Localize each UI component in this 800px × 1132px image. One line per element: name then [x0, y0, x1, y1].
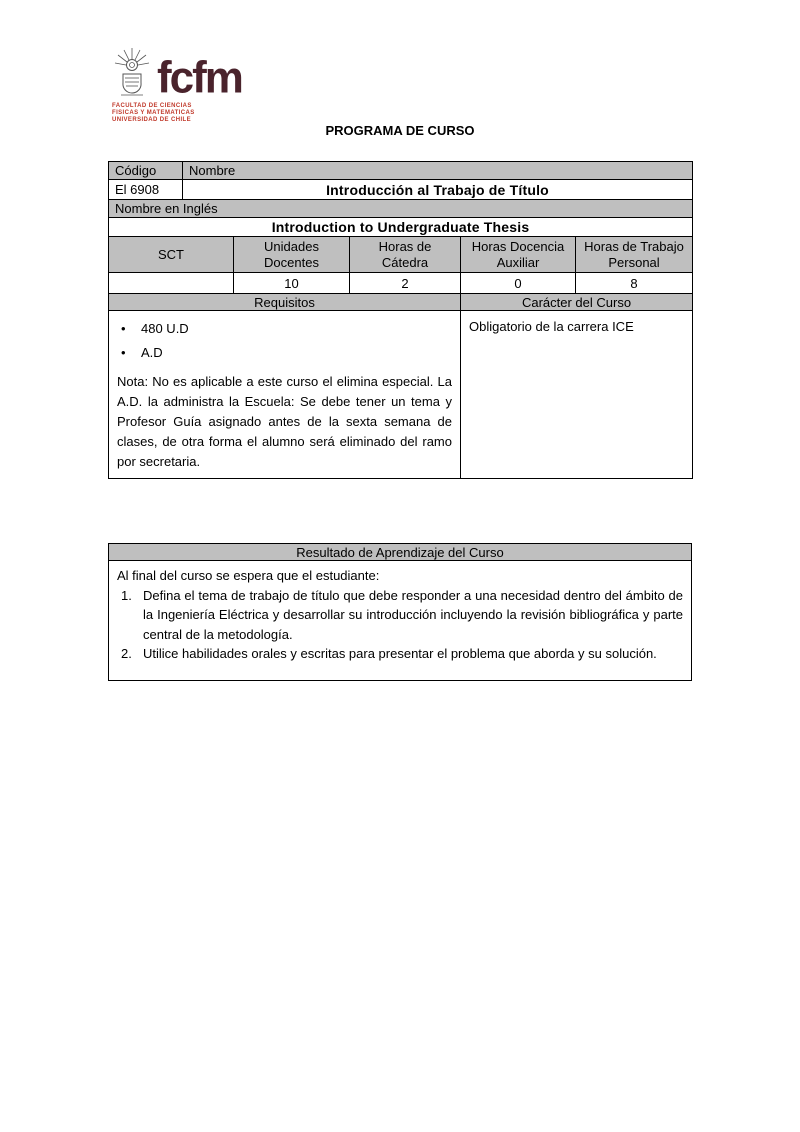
sct-label-cell: SCT	[109, 237, 234, 273]
logo-row	[112, 46, 242, 103]
caracter-content-cell	[461, 311, 693, 479]
logo-subtitle	[112, 103, 242, 124]
unidades-docentes-value-cell: 10	[234, 273, 350, 294]
row-code-name-labels	[109, 162, 693, 180]
row-outcomes-header	[109, 544, 692, 561]
logo-subtitle-line3: UNIVERSIDAD DE CHILE	[112, 117, 192, 123]
nombre-ingles-value-cell: Introduction to Undergraduate Thesis	[109, 218, 693, 237]
resultado-item-1	[121, 586, 683, 645]
row-english-value	[109, 218, 693, 237]
requisito-item-2	[121, 341, 452, 365]
logo-subtitle-line2: FISICAS Y MATEMATICAS	[112, 110, 195, 116]
row-english-label	[109, 200, 693, 218]
horas-trabajo-value-cell: 8	[576, 273, 693, 294]
requisito-item-1	[121, 317, 452, 341]
logo-subtitle-line1: FACULTAD DE CIENCIAS	[112, 103, 192, 109]
item-1-number: 1.	[121, 587, 132, 603]
row-req-character-labels	[109, 294, 693, 311]
row-req-character-content	[109, 311, 693, 479]
caracter-label-cell: Carácter del Curso	[461, 294, 693, 311]
resultado-intro: Al final del curso se espera que el estudiante:	[117, 568, 380, 583]
item-2-text: Utilice habilidades orales y escritas para presentar el problema que aborda y su solución.	[143, 646, 657, 661]
item-2-number: 2.	[121, 646, 132, 661]
nombre-ingles-label-cell: Nombre en Inglés	[109, 200, 693, 218]
requisitos-label-cell: Requisitos	[109, 294, 461, 311]
caracter-value: Obligatorio de la carrera ICE	[469, 319, 634, 334]
requisitos-nota: Nota: No es aplicable a este curso el elimina especial. La A.D. la administra la Escuela: Se debe tener un tema y Profesor Guía asignado antes de la sexta semana de clases, de otra forma el alumno será eliminado del ramo por secretaria.	[117, 374, 452, 469]
item-1-text: Defina el tema de trabajo de título que debe responder a una necesidad dentro del ámbito de la Ingeniería Eléctrica y desarrollar su introducción incluyendo la revisión bibliográfica y parte central de la metodología.	[143, 587, 683, 642]
codigo-value-cell: El 6908	[109, 180, 183, 200]
horas-docencia-header-cell: Horas Docencia Auxiliar	[461, 237, 576, 273]
learning-outcomes-table	[108, 543, 692, 681]
row-outcomes-body	[109, 561, 692, 681]
row-hours-values	[109, 273, 693, 294]
fcfm-logo	[112, 46, 242, 124]
requisito-item-1-text: 480 U.D	[141, 321, 189, 336]
resultado-header-cell: Resultado de Aprendizaje del Curso	[109, 544, 692, 561]
requisito-item-2-text: A.D	[141, 345, 163, 360]
university-seal-icon	[112, 46, 152, 100]
sct-value-cell	[109, 273, 234, 294]
nombre-label-cell: Nombre	[183, 162, 693, 180]
course-info-table	[108, 161, 693, 479]
resultado-body-cell	[109, 561, 692, 681]
horas-trabajo-header-cell: Horas de Trabajo Personal	[576, 237, 693, 273]
horas-docencia-value-cell: 0	[461, 273, 576, 294]
bullet-icon: •	[121, 345, 126, 360]
nombre-value-cell: Introducción al Trabajo de Título	[183, 180, 693, 200]
fcfm-wordmark: fcfm	[157, 52, 242, 103]
row-hours-headers	[109, 237, 693, 273]
horas-catedra-value-cell: 2	[350, 273, 461, 294]
row-code-name-values	[109, 180, 693, 200]
codigo-label-cell: Código	[109, 162, 183, 180]
bullet-icon: •	[121, 321, 126, 336]
page-title: PROGRAMA DE CURSO	[325, 123, 475, 138]
resultado-item-2	[121, 644, 683, 664]
horas-catedra-header-cell: Horas de Cátedra	[350, 237, 461, 273]
unidades-docentes-header-cell: Unidades Docentes	[234, 237, 350, 273]
requisitos-content-cell	[109, 311, 461, 479]
